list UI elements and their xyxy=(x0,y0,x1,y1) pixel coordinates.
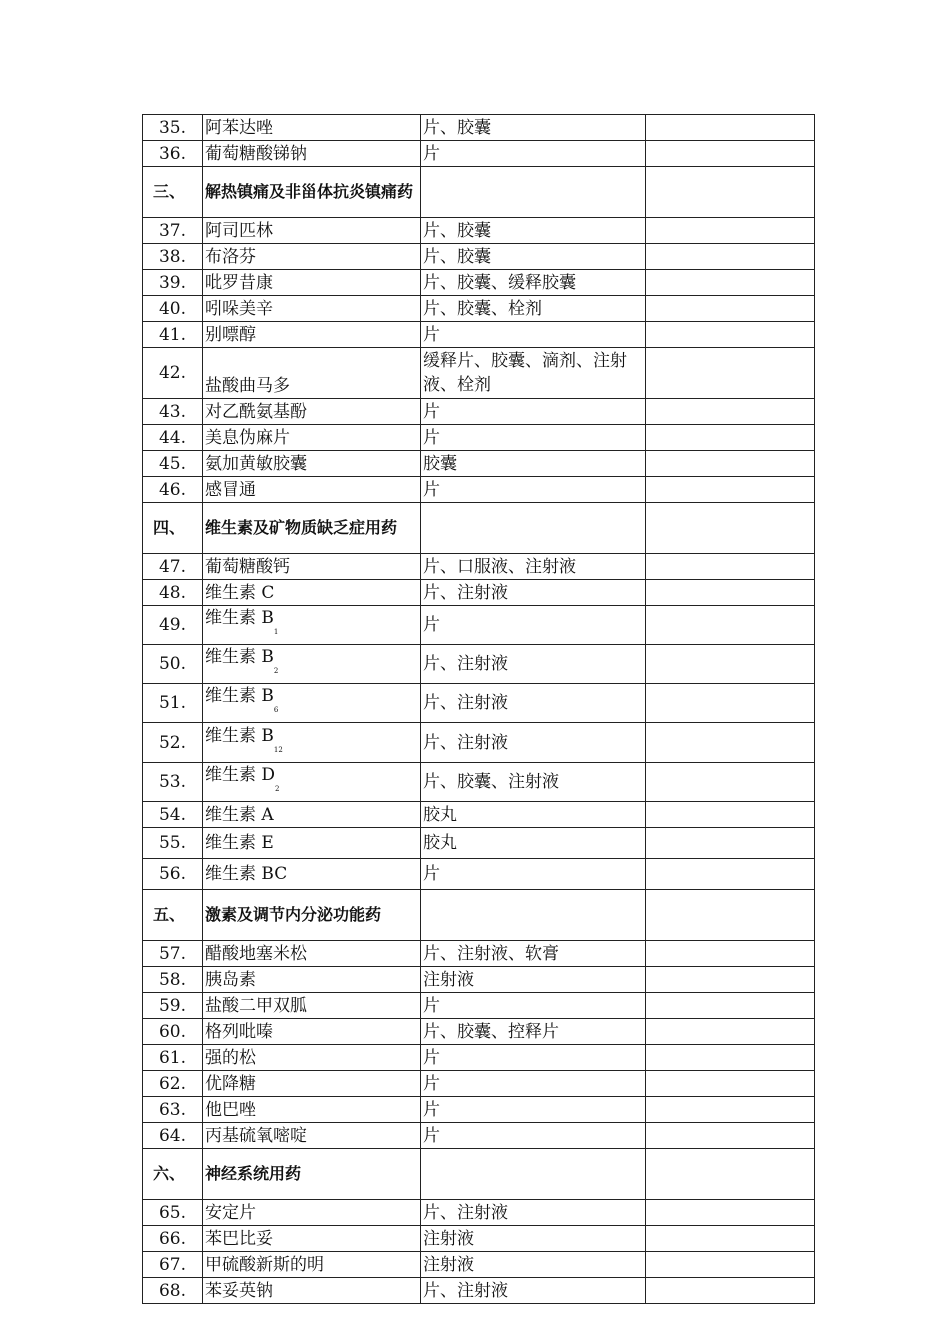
table-row xyxy=(143,1252,815,1278)
empty-cell xyxy=(646,763,815,802)
drug-name: 吡罗昔康 xyxy=(203,270,421,296)
drug-name: 感冒通 xyxy=(203,477,421,503)
empty-cell xyxy=(646,477,815,503)
row-number: 53. xyxy=(143,763,203,802)
table-row xyxy=(143,399,815,425)
section-number: 四、 xyxy=(143,503,203,554)
dosage-form: 注射液 xyxy=(421,1226,646,1252)
dosage-form: 片 xyxy=(421,993,646,1019)
dosage-form: 片、注射液 xyxy=(421,1200,646,1226)
drug-name: 盐酸二甲双胍 xyxy=(203,993,421,1019)
empty-cell xyxy=(646,684,815,723)
dosage-form: 片、胶囊、注射液 xyxy=(421,763,646,802)
empty-cell xyxy=(646,167,815,218)
dosage-form: 片、胶囊、栓剂 xyxy=(421,296,646,322)
dosage-form: 胶丸 xyxy=(421,828,646,859)
drug-name: 氨加黄敏胶囊 xyxy=(203,451,421,477)
empty-cell xyxy=(646,1278,815,1304)
row-number: 42. xyxy=(143,348,203,399)
drug-name: 维生素 BC xyxy=(203,859,421,890)
table-row xyxy=(143,1278,815,1304)
table-row xyxy=(143,859,815,890)
dosage-form xyxy=(421,503,646,554)
table-row xyxy=(143,244,815,270)
drug-name: 强的松 xyxy=(203,1045,421,1071)
drug-name: 维生素 B xyxy=(205,726,274,746)
dosage-form: 片 xyxy=(421,141,646,167)
table-row xyxy=(143,218,815,244)
row-number: 54. xyxy=(143,802,203,828)
drug-name: 阿苯达唑 xyxy=(203,115,421,141)
empty-cell xyxy=(646,802,815,828)
row-number: 55. xyxy=(143,828,203,859)
drug-name: 维生素 B xyxy=(205,647,274,667)
table-row xyxy=(143,580,815,606)
dosage-form: 片、注射液、软膏 xyxy=(421,941,646,967)
dosage-form: 注射液 xyxy=(421,967,646,993)
section-number: 三、 xyxy=(143,167,203,218)
section-header-row xyxy=(143,890,815,941)
drug-name: 格列吡嗪 xyxy=(203,1019,421,1045)
row-number: 40. xyxy=(143,296,203,322)
dosage-form: 片、注射液 xyxy=(421,645,646,684)
empty-cell xyxy=(646,1226,815,1252)
drug-name: 醋酸地塞米松 xyxy=(203,941,421,967)
row-number: 59. xyxy=(143,993,203,1019)
drug-name: 甲硫酸新斯的明 xyxy=(203,1252,421,1278)
table-row xyxy=(143,763,815,802)
table-row xyxy=(143,270,815,296)
dosage-form xyxy=(421,890,646,941)
drug-name-cell xyxy=(203,606,421,645)
dosage-form: 片 xyxy=(421,606,646,645)
drug-name: 阿司匹林 xyxy=(203,218,421,244)
drug-name-subscript: 6 xyxy=(273,706,279,714)
drug-name: 苯妥英钠 xyxy=(203,1278,421,1304)
table-row xyxy=(143,723,815,763)
drug-name: 布洛芬 xyxy=(203,244,421,270)
empty-cell xyxy=(646,244,815,270)
drug-name-cell xyxy=(203,723,421,763)
empty-cell xyxy=(646,399,815,425)
empty-cell xyxy=(646,1045,815,1071)
empty-cell xyxy=(646,322,815,348)
table-row xyxy=(143,1071,815,1097)
table-row xyxy=(143,967,815,993)
table-row xyxy=(143,141,815,167)
dosage-form: 片 xyxy=(421,1071,646,1097)
row-number: 38. xyxy=(143,244,203,270)
row-number: 66. xyxy=(143,1226,203,1252)
drug-name: 优降糖 xyxy=(203,1071,421,1097)
row-number: 43. xyxy=(143,399,203,425)
dosage-form: 片、胶囊 xyxy=(421,115,646,141)
dosage-form: 片、胶囊、缓释胶囊 xyxy=(421,270,646,296)
table-row xyxy=(143,941,815,967)
dosage-form: 片、口服液、注射液 xyxy=(421,554,646,580)
table-row xyxy=(143,348,815,399)
empty-cell xyxy=(646,859,815,890)
drug-list-table xyxy=(142,114,815,1304)
drug-name: 安定片 xyxy=(203,1200,421,1226)
empty-cell xyxy=(646,296,815,322)
dosage-form: 片、注射液 xyxy=(421,580,646,606)
drug-name: 维生素 D xyxy=(205,765,276,785)
row-number: 67. xyxy=(143,1252,203,1278)
section-title: 解热镇痛及非甾体抗炎镇痛药 xyxy=(203,167,421,218)
empty-cell xyxy=(646,451,815,477)
empty-cell xyxy=(646,1149,815,1200)
section-title: 维生素及矿物质缺乏症用药 xyxy=(203,503,421,554)
empty-cell xyxy=(646,1019,815,1045)
row-number: 46. xyxy=(143,477,203,503)
empty-cell xyxy=(646,1200,815,1226)
row-number: 51. xyxy=(143,684,203,723)
empty-cell xyxy=(646,941,815,967)
dosage-form: 片 xyxy=(421,477,646,503)
drug-name: 吲哚美辛 xyxy=(203,296,421,322)
dosage-form: 片 xyxy=(421,399,646,425)
drug-name: 别嘌醇 xyxy=(203,322,421,348)
row-number: 60. xyxy=(143,1019,203,1045)
empty-cell xyxy=(646,580,815,606)
empty-cell xyxy=(646,425,815,451)
empty-cell xyxy=(646,967,815,993)
dosage-form: 胶囊 xyxy=(421,451,646,477)
row-number: 41. xyxy=(143,322,203,348)
row-number: 39. xyxy=(143,270,203,296)
dosage-form: 片 xyxy=(421,859,646,890)
empty-cell xyxy=(646,645,815,684)
empty-cell xyxy=(646,348,815,399)
table-row xyxy=(143,115,815,141)
row-number: 37. xyxy=(143,218,203,244)
dosage-form: 片、胶囊 xyxy=(421,244,646,270)
table-row xyxy=(143,425,815,451)
table-row xyxy=(143,1200,815,1226)
dosage-form: 片、胶囊、控释片 xyxy=(421,1019,646,1045)
empty-cell xyxy=(646,1097,815,1123)
drug-name: 他巴唑 xyxy=(203,1097,421,1123)
row-number: 47. xyxy=(143,554,203,580)
row-number: 44. xyxy=(143,425,203,451)
row-number: 61. xyxy=(143,1045,203,1071)
dosage-form: 片 xyxy=(421,322,646,348)
table-row xyxy=(143,684,815,723)
table-row xyxy=(143,554,815,580)
empty-cell xyxy=(646,606,815,645)
table-row xyxy=(143,802,815,828)
table-row xyxy=(143,828,815,859)
empty-cell xyxy=(646,115,815,141)
drug-list-body xyxy=(143,115,815,1304)
table-row xyxy=(143,1123,815,1149)
section-header-row xyxy=(143,167,815,218)
dosage-form: 片 xyxy=(421,1097,646,1123)
drug-name: 葡萄糖酸钙 xyxy=(203,554,421,580)
drug-name-subscript: 2 xyxy=(273,667,279,675)
drug-name: 苯巴比妥 xyxy=(203,1226,421,1252)
section-header-row xyxy=(143,1149,815,1200)
dosage-form: 胶丸 xyxy=(421,802,646,828)
drug-name-cell xyxy=(203,684,421,723)
empty-cell xyxy=(646,1071,815,1097)
row-number: 50. xyxy=(143,645,203,684)
table-row xyxy=(143,1045,815,1071)
empty-cell xyxy=(646,218,815,244)
empty-cell xyxy=(646,270,815,296)
empty-cell xyxy=(646,723,815,763)
section-number: 六、 xyxy=(143,1149,203,1200)
row-number: 64. xyxy=(143,1123,203,1149)
dosage-form: 片 xyxy=(421,1123,646,1149)
empty-cell xyxy=(646,141,815,167)
dosage-form: 片、胶囊 xyxy=(421,218,646,244)
row-number: 48. xyxy=(143,580,203,606)
drug-name: 对乙酰氨基酚 xyxy=(203,399,421,425)
drug-name: 葡萄糖酸锑钠 xyxy=(203,141,421,167)
row-number: 58. xyxy=(143,967,203,993)
drug-name: 胰岛素 xyxy=(203,967,421,993)
dosage-form: 片 xyxy=(421,1045,646,1071)
section-number: 五、 xyxy=(143,890,203,941)
row-number: 65. xyxy=(143,1200,203,1226)
dosage-form xyxy=(421,167,646,218)
row-number: 57. xyxy=(143,941,203,967)
row-number: 35. xyxy=(143,115,203,141)
row-number: 45. xyxy=(143,451,203,477)
empty-cell xyxy=(646,993,815,1019)
table-row xyxy=(143,1226,815,1252)
drug-name: 维生素 E xyxy=(203,828,421,859)
drug-name: 维生素 A xyxy=(203,802,421,828)
drug-name: 维生素 B xyxy=(205,608,274,628)
dosage-form: 片、注射液 xyxy=(421,1278,646,1304)
table-row xyxy=(143,606,815,645)
empty-cell xyxy=(646,1123,815,1149)
row-number: 62. xyxy=(143,1071,203,1097)
empty-cell xyxy=(646,503,815,554)
empty-cell xyxy=(646,1252,815,1278)
table-row xyxy=(143,993,815,1019)
drug-name: 维生素 B xyxy=(205,686,274,706)
empty-cell xyxy=(646,890,815,941)
drug-name-subscript: 2 xyxy=(275,785,280,793)
drug-name-subscript: 12 xyxy=(273,746,283,754)
table-row xyxy=(143,1019,815,1045)
section-title: 神经系统用药 xyxy=(203,1149,421,1200)
section-header-row xyxy=(143,503,815,554)
row-number: 63. xyxy=(143,1097,203,1123)
dosage-form: 注射液 xyxy=(421,1252,646,1278)
drug-name-cell xyxy=(203,645,421,684)
table-row xyxy=(143,296,815,322)
row-number: 36. xyxy=(143,141,203,167)
dosage-form: 片、注射液 xyxy=(421,723,646,763)
row-number: 56. xyxy=(143,859,203,890)
drug-name: 美息伪麻片 xyxy=(203,425,421,451)
drug-name-cell xyxy=(203,763,421,802)
drug-name-subscript: 1 xyxy=(273,628,279,636)
row-number: 52. xyxy=(143,723,203,763)
table-row xyxy=(143,1097,815,1123)
table-row xyxy=(143,477,815,503)
dosage-form xyxy=(421,1149,646,1200)
drug-name: 维生素 C xyxy=(203,580,421,606)
row-number: 49. xyxy=(143,606,203,645)
table-row xyxy=(143,451,815,477)
empty-cell xyxy=(646,554,815,580)
dosage-form: 片 xyxy=(421,425,646,451)
dosage-form: 缓释片、胶囊、滴剂、注射液、栓剂 xyxy=(421,348,646,399)
section-title: 激素及调节内分泌功能药 xyxy=(203,890,421,941)
drug-name: 盐酸曲马多 xyxy=(203,348,421,399)
row-number: 68. xyxy=(143,1278,203,1304)
table-row xyxy=(143,645,815,684)
empty-cell xyxy=(646,828,815,859)
dosage-form: 片、注射液 xyxy=(421,684,646,723)
table-row xyxy=(143,322,815,348)
drug-name: 丙基硫氧嘧啶 xyxy=(203,1123,421,1149)
